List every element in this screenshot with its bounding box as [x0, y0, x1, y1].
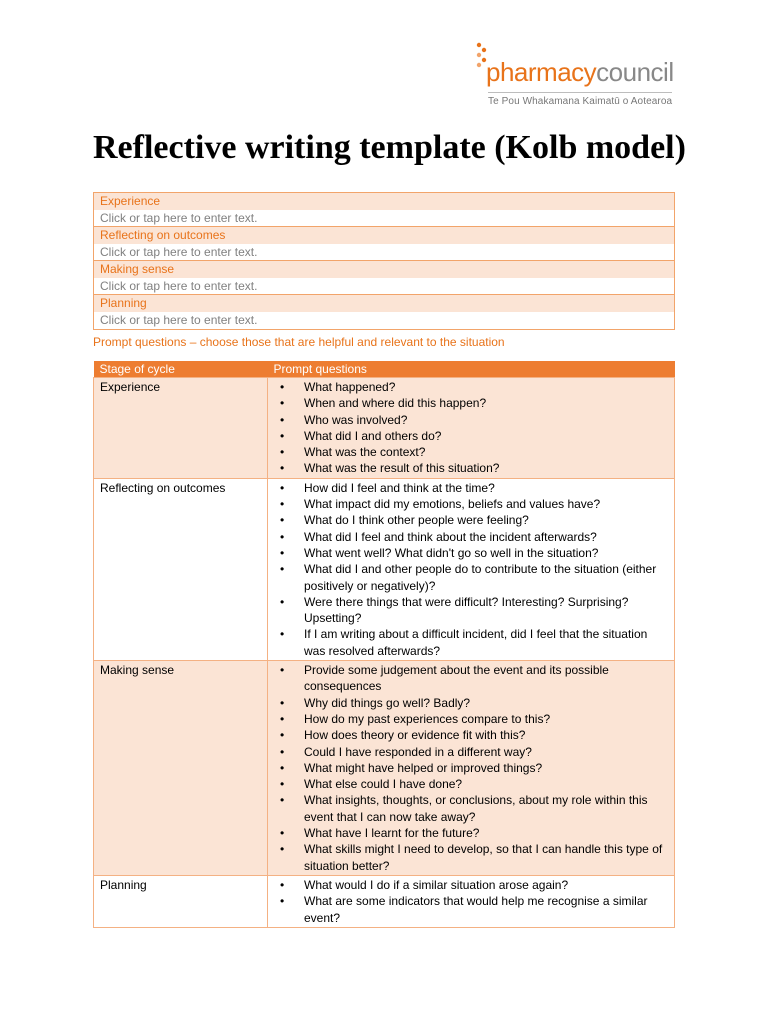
- logo-wordmark: [486, 56, 674, 88]
- list-item: • What was the result of this situation?: [274, 460, 668, 476]
- logo-brand-part1: pharmacy: [486, 57, 597, 87]
- list-item: • What skills might I need to develop, so that I can handle this type of situation better?: [274, 841, 668, 874]
- list-item: • If I am writing about a difficult incident, did I feel that the situation was resolved afterwards?: [274, 626, 668, 659]
- list-item: • How does theory or evidence fit with this?: [274, 727, 668, 743]
- question-list: [274, 480, 668, 659]
- list-item: • What went well? What didn't go so well in the situation?: [274, 545, 668, 561]
- prompt-questions-table: [93, 361, 675, 928]
- list-item: • Who was involved?: [274, 412, 668, 428]
- list-item: • What else could I have done?: [274, 776, 668, 792]
- table-row: [94, 478, 675, 660]
- list-item: • Could I have responded in a different way?: [274, 744, 668, 760]
- list-item: • What have I learnt for the future?: [274, 825, 668, 841]
- list-item: • Provide some judgement about the event and its possible consequences: [274, 662, 668, 695]
- list-item: • What do I think other people were feeling?: [274, 512, 668, 528]
- header-questions: Prompt questions: [268, 361, 675, 378]
- question-list: [274, 379, 668, 477]
- list-item: • Were there things that were difficult? Interesting? Surprising? Upsetting?: [274, 594, 668, 627]
- list-item: • How did I feel and think at the time?: [274, 480, 668, 496]
- questions-cell: [268, 661, 675, 876]
- stage-cell: Experience: [94, 378, 268, 479]
- logo-divider: [488, 92, 672, 93]
- entry-label-reflecting: Reflecting on outcomes: [94, 227, 674, 244]
- page-title: Reflective writing template (Kolb model): [93, 129, 686, 166]
- entry-label-making-sense: Making sense: [94, 261, 674, 278]
- list-item: • What happened?: [274, 379, 668, 395]
- table-row: [94, 661, 675, 876]
- entry-field-experience[interactable]: Click or tap here to enter text.: [94, 210, 674, 227]
- list-item: • How do my past experiences compare to this?: [274, 711, 668, 727]
- list-item: • What impact did my emotions, beliefs and values have?: [274, 496, 668, 512]
- entry-field-reflecting[interactable]: Click or tap here to enter text.: [94, 244, 674, 261]
- prompt-note: Prompt questions – choose those that are helpful and relevant to the situation: [93, 335, 505, 349]
- table-row: [94, 875, 675, 927]
- questions-cell: [268, 478, 675, 660]
- list-item: • What are some indicators that would help me recognise a similar event?: [274, 893, 668, 926]
- questions-cell: [268, 378, 675, 479]
- list-item: • What would I do if a similar situation arose again?: [274, 877, 668, 893]
- entry-field-planning[interactable]: Click or tap here to enter text.: [100, 313, 258, 327]
- list-item: • What did I and others do?: [274, 428, 668, 444]
- entry-label-planning: Planning: [94, 295, 674, 312]
- entry-label-experience: Experience: [94, 193, 674, 210]
- table-header-row: [94, 361, 675, 378]
- question-list: [274, 662, 668, 874]
- list-item: • When and where did this happen?: [274, 395, 668, 411]
- entry-field-making-sense[interactable]: Click or tap here to enter text.: [94, 278, 674, 295]
- list-item: • What might have helped or improved things?: [274, 760, 668, 776]
- logo-tagline: Te Pou Whakamana Kaimatū o Aotearoa: [488, 96, 673, 107]
- question-list: [274, 877, 668, 926]
- stage-cell: Planning: [94, 875, 268, 927]
- stage-cell: Reflecting on outcomes: [94, 478, 268, 660]
- list-item: • What did I and other people do to contribute to the situation (either positively or negatively)?: [274, 561, 668, 594]
- table-row: [94, 378, 675, 479]
- reflection-entry-form: [93, 192, 675, 330]
- header-stage: Stage of cycle: [94, 361, 268, 378]
- pharmacy-council-logo: [476, 42, 676, 114]
- list-item: • What was the context?: [274, 444, 668, 460]
- list-item: • What did I feel and think about the incident afterwards?: [274, 529, 668, 545]
- stage-cell: Making sense: [94, 661, 268, 876]
- logo-brand-part2: council: [596, 57, 674, 87]
- list-item: • What insights, thoughts, or conclusions, about my role within this event that I can now take away?: [274, 792, 668, 825]
- questions-cell: [268, 875, 675, 927]
- list-item: • Why did things go well? Badly?: [274, 695, 668, 711]
